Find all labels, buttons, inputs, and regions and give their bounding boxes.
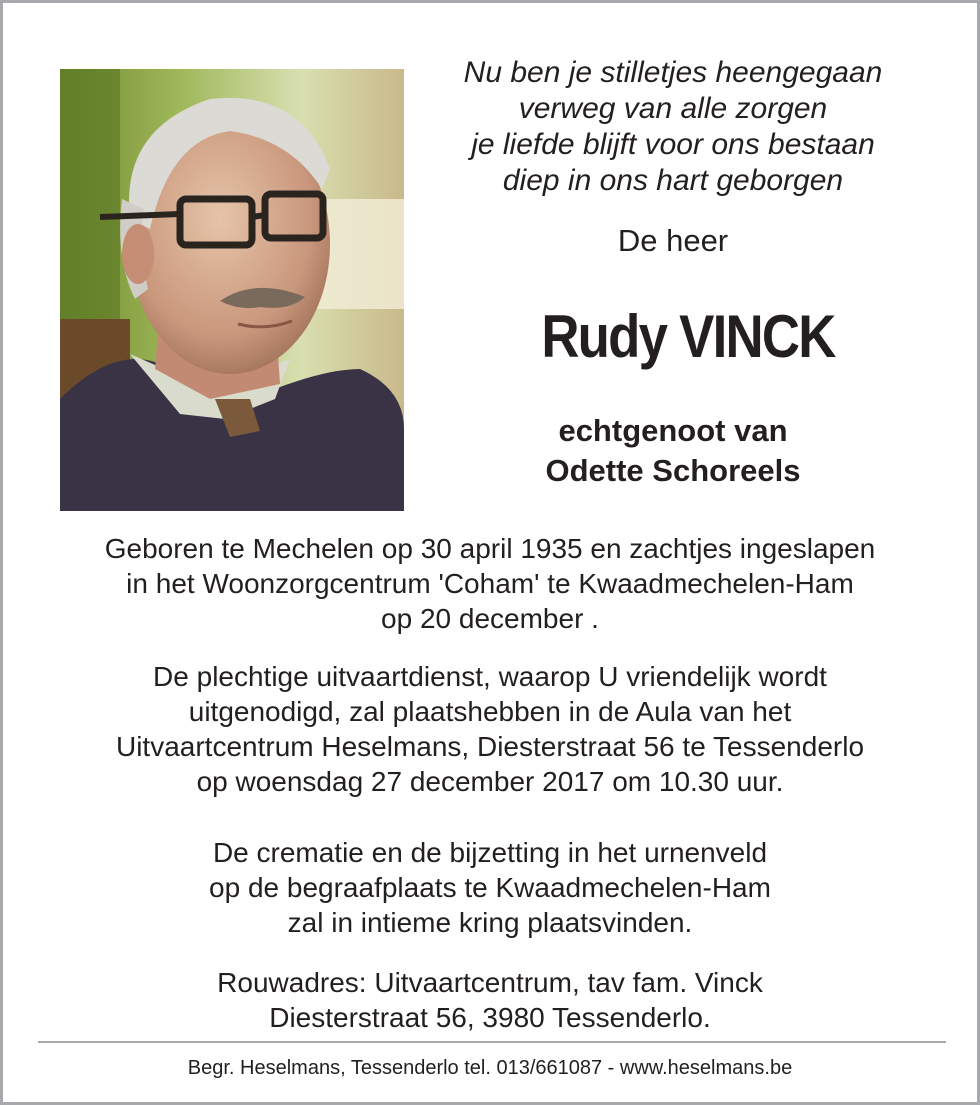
text-line: De plechtige uitvaartdienst, waarop U vriendelijk wordt — [153, 661, 827, 692]
spouse-name: Odette Schoreels — [545, 453, 801, 488]
text-line: Uitvaartcentrum Heselmans, Diesterstraat 56 te Tessenderlo — [115, 731, 865, 762]
spouse-relation: echtgenoot van — [558, 413, 788, 448]
poem-line: verweg van alle zorgen — [518, 92, 828, 125]
text-line: Rouwadres: Uitvaartcentrum, tav fam. Vinck — [217, 967, 763, 998]
funeral-home-footer: Begr. Heselmans, Tessenderlo tel. 013/661087 - www.heselmans.be — [187, 1057, 793, 1079]
spouse-block — [423, 411, 923, 491]
text-line: uitgenodigd, zal plaatshebben in de Aula van het — [188, 696, 792, 727]
text-line: Geboren te Mechelen op 30 april 1935 en zachtjes ingeslapen — [104, 533, 876, 564]
honorific: De heer — [617, 223, 729, 258]
poem — [423, 55, 923, 199]
poem-line: Nu ben je stilletjes heengegaan — [463, 56, 883, 89]
deceased-name: Rudy VINCK — [541, 303, 835, 370]
poem-line: je liefde blijft voor ons bestaan — [471, 128, 875, 161]
text-line: zal in intieme kring plaatsvinden. — [287, 907, 693, 938]
text-line: op woensdag 27 december 2017 om 10.30 uur. — [196, 766, 784, 797]
text-line: De crematie en de bijzetting in het urnenveld — [212, 837, 768, 868]
text-line: in het Woonzorgcentrum 'Coham' te Kwaadmechelen-Ham — [126, 568, 854, 599]
poem-line: diep in ons hart geborgen — [502, 164, 844, 197]
text-line: Diesterstraat 56, 3980 Tessenderlo. — [269, 1002, 711, 1033]
text-line: op 20 december . — [381, 603, 599, 634]
portrait-photo — [60, 69, 404, 511]
text-line: op de begraafplaats te Kwaadmechelen-Ham — [209, 872, 771, 903]
divider — [38, 1041, 946, 1043]
birth-paragraph — [23, 531, 957, 636]
cremation-paragraph — [23, 835, 957, 940]
service-paragraph — [23, 659, 957, 799]
mourning-address — [23, 965, 957, 1035]
